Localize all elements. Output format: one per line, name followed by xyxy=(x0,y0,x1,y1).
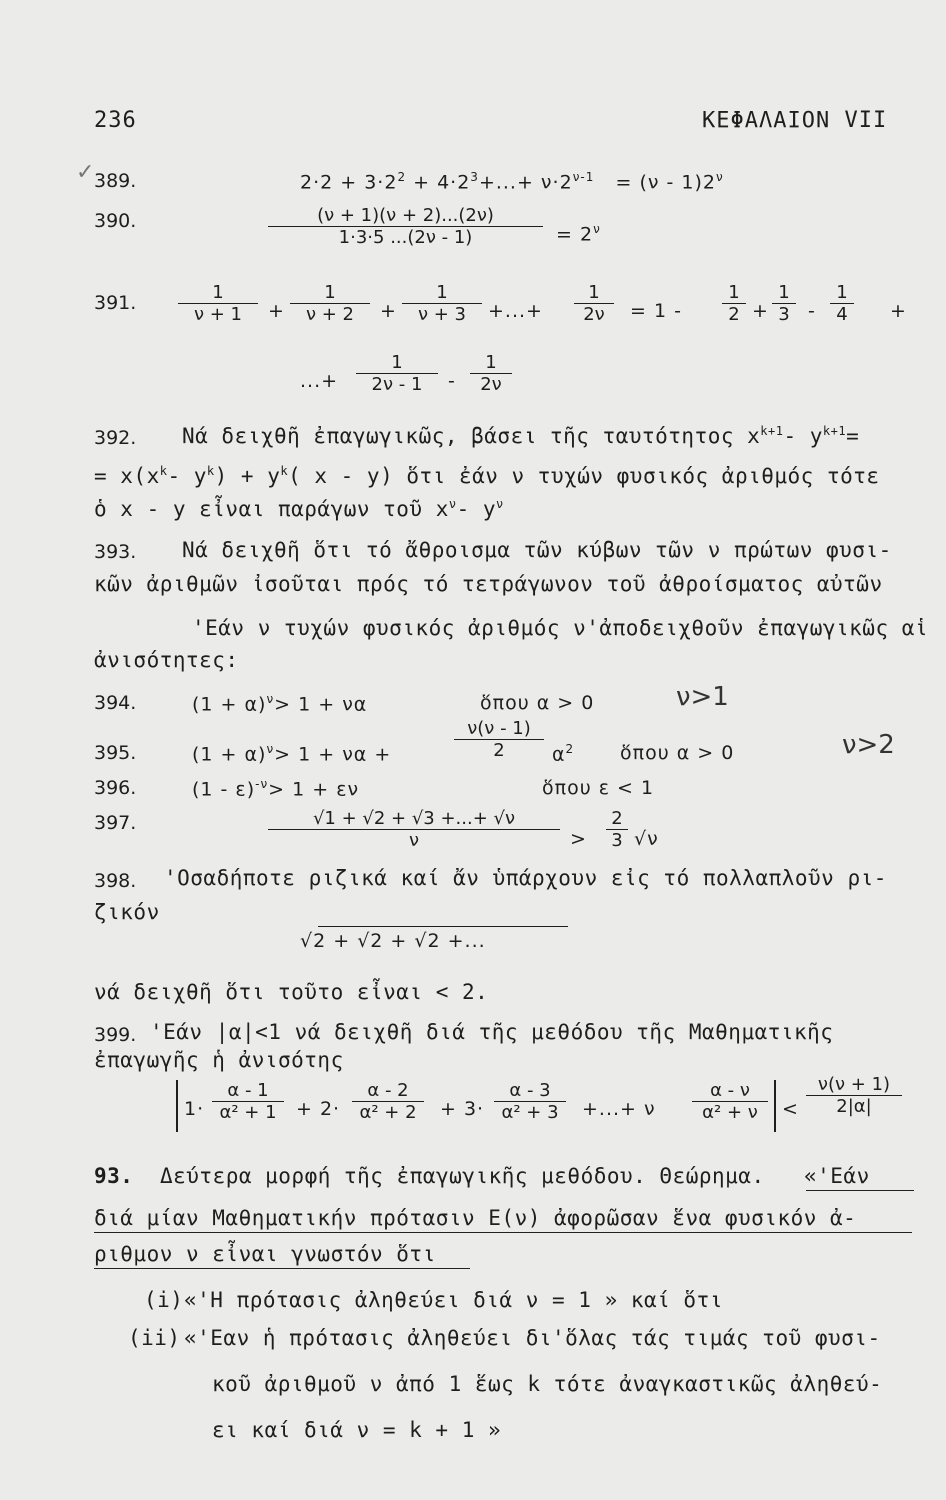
t392-e2: k+1 xyxy=(822,424,847,438)
eq395-alpha-text: α xyxy=(552,743,566,766)
eq391-g2-den: 3 xyxy=(772,303,796,325)
eq391-f3-den: ν + 3 xyxy=(402,303,482,325)
t392-l2b: - y xyxy=(167,464,207,488)
eq399-p1: + 2· xyxy=(296,1098,341,1120)
problem-number-390: 390. xyxy=(94,210,137,232)
eq390-fraction xyxy=(268,205,543,248)
problem-number-392: 392. xyxy=(94,427,137,449)
eq391-f2 xyxy=(290,282,370,325)
eq391-plus4: + xyxy=(890,300,907,322)
eq389-mid: + 4·2 xyxy=(406,171,471,194)
t392-e5: k xyxy=(280,464,289,478)
eq391-f1 xyxy=(178,282,258,325)
eq399-t4-den: α² + ν xyxy=(692,1101,768,1123)
item-ii-label: (ii) xyxy=(128,1326,181,1350)
eq395-cond: ὅπου α > 0 xyxy=(620,742,735,764)
item-i-label: (i) xyxy=(144,1288,184,1312)
eq391-g1 xyxy=(722,282,746,325)
t392-l3b: - y xyxy=(456,497,497,521)
eq394-exp: ν xyxy=(266,692,275,706)
eq391-f4 xyxy=(574,282,614,325)
item-ii-text-3: ει καί διά ν = k + 1 » xyxy=(212,1418,502,1442)
eq399-p2: + 3· xyxy=(440,1098,485,1120)
problem-number-397: 397. xyxy=(94,812,137,834)
eq394-rest: > 1 + να xyxy=(274,693,368,716)
eq399-t1 xyxy=(212,1080,284,1123)
item-ii-text-2: κοῦ ἀριθμοῦ ν ἀπό 1 ἕως k τότε ἀναγκαστικῶς ἀληθεύ- xyxy=(212,1372,883,1396)
t392-end1: = xyxy=(846,424,860,448)
problem-number-398: 398. xyxy=(94,870,137,892)
underline-3 xyxy=(94,1268,470,1269)
eq396 xyxy=(192,777,359,800)
eq389-exp4: ν xyxy=(716,170,724,184)
eq391-g3-den: 4 xyxy=(830,303,854,325)
eq399-rhs-num: ν(ν + 1) xyxy=(817,1074,891,1095)
eq391-f4-den: 2ν xyxy=(574,303,614,325)
eq399-p3: +...+ ν xyxy=(582,1098,656,1120)
eq391-f4-num: 1 xyxy=(588,282,600,303)
nested-radical-bar xyxy=(318,926,568,927)
eq399-t2-den: α² + 2 xyxy=(352,1101,424,1123)
problem-number-395: 395. xyxy=(94,742,137,764)
eq399-rhs-den: 2|α| xyxy=(806,1095,902,1117)
eq391-h1 xyxy=(356,352,438,395)
page-number: 236 xyxy=(94,108,137,133)
check-mark-icon: ✓ xyxy=(76,160,95,185)
eq399-t1-num: α - 1 xyxy=(227,1080,269,1101)
t392-e3: k xyxy=(159,464,168,478)
eq391-g3-num: 1 xyxy=(836,282,848,303)
text-392-line3 xyxy=(94,497,504,521)
eq399-c1: 1· xyxy=(184,1098,205,1120)
eq397-coef-num: 2 xyxy=(611,808,623,829)
eq399-rhs xyxy=(806,1074,902,1117)
item-ii-text-1: «'Εαν ἡ πρότασις ἀληθεύει δι'ὅλας τάς τιμάς τοῦ φυσι- xyxy=(184,1326,881,1350)
eq391-eq: = 1 - xyxy=(630,300,682,322)
intro-line1: 'Εάν ν τυχών φυσικός ἀριθμός ν'ἀποδειχθοῦν ἐπαγωγικῶς αἱ xyxy=(192,616,929,640)
section-93-line2: διά μίαν Μαθηματικήν πρότασιν Ε(ν) ἀφορῶσαν ἕνα φυσικόν ἀ- xyxy=(94,1206,857,1230)
eq394-expr: (1 + α) xyxy=(192,693,267,716)
eq396-rest: > 1 + εν xyxy=(268,778,360,801)
eq396-expr: (1 - ε) xyxy=(192,778,256,801)
t392-l2c: ) + y xyxy=(214,464,281,488)
eq397-fraction xyxy=(268,808,560,851)
eq391-f2-num: 1 xyxy=(324,282,336,303)
eq391-h2 xyxy=(470,352,512,395)
text-399-line1: 'Εάν |α|<1 νά δειχθῆ διά τῆς μεθόδου τῆς Μαθηματικῆς xyxy=(150,1020,834,1044)
eq391-f1-den: ν + 1 xyxy=(178,303,258,325)
eq396-cond: ὅπου ε < 1 xyxy=(542,777,655,799)
problem-number-393: 393. xyxy=(94,541,137,563)
eq391-f2-den: ν + 2 xyxy=(290,303,370,325)
text-398-line1: 'Οσαδήποτε ριζικά καί ἄν ὑπάρχουν εἰς τό πολλαπλοῦν ρι- xyxy=(164,866,887,890)
eq395-expr: (1 + α) xyxy=(192,743,267,766)
eq399-t4-num: α - ν xyxy=(710,1080,750,1101)
eq395-rest: > 1 + να + xyxy=(274,743,392,766)
t392-e6: ν xyxy=(448,497,457,511)
eq391-plus1: + xyxy=(268,300,285,322)
eq390-numerator: (ν + 1)(ν + 2)...(2ν) xyxy=(317,205,494,226)
eq391-f3 xyxy=(402,282,482,325)
eq391-minus2: - xyxy=(448,370,456,392)
eq391-g1-den: 2 xyxy=(722,303,746,325)
text-392-line2 xyxy=(94,464,880,488)
text-393-line2: κῶν ἀριθμῶν ἰσοῦται πρός τό τετράγωνον τοῦ ἀθροίσματος αὐτῶν xyxy=(94,572,883,596)
section-93-title-b: «'Εάν xyxy=(804,1164,870,1188)
eq389-exp1: 2 xyxy=(397,170,407,184)
eq397-numerator: √1 + √2 + √3 +...+ √ν xyxy=(312,808,516,829)
intro-line2: ἀνισότητες: xyxy=(94,648,239,672)
equation-389 xyxy=(300,170,724,193)
eq391-g1-num: 1 xyxy=(728,282,740,303)
eq397-denominator: ν xyxy=(268,829,560,851)
eq397-gt: > xyxy=(570,828,587,850)
eq390-rhs xyxy=(556,222,601,245)
eq399-t4 xyxy=(692,1080,768,1123)
problem-number-396: 396. xyxy=(94,777,137,799)
eq390-rhs-text: = 2 xyxy=(556,223,594,246)
eq397-coef-den: 3 xyxy=(606,829,628,851)
eq395-alpha xyxy=(552,742,574,765)
eq399-t3-num: α - 3 xyxy=(509,1080,551,1101)
handwritten-note-395: ν>2 xyxy=(842,730,895,760)
t392-l3a: ὁ x - y εἶναι παράγων τοῦ x xyxy=(94,497,449,521)
eq391-cont: ...+ xyxy=(300,370,339,392)
text-392-line1 xyxy=(182,424,859,448)
eq397-coef xyxy=(606,808,628,851)
t392-e4: k xyxy=(206,464,215,478)
eq391-h2-den: 2ν xyxy=(470,373,512,395)
t392-l2a: = x(x xyxy=(94,464,160,488)
abs-bar-left xyxy=(176,1080,178,1132)
problem-number-399: 399. xyxy=(94,1024,137,1046)
chapter-title: ΚΕΦΑΛΑΙΟΝ VII xyxy=(702,108,888,133)
eq395-frac-num: ν(ν - 1) xyxy=(467,718,531,739)
underline-1 xyxy=(806,1190,914,1191)
eq396-exp: -ν xyxy=(255,777,269,791)
eq389-exp2: 3 xyxy=(470,170,479,184)
text-398-line3: νά δειχθῆ ὅτι τοῦτο εἶναι < 2. xyxy=(94,980,489,1004)
t392-e7: ν xyxy=(496,497,504,511)
eq399-t2 xyxy=(352,1080,424,1123)
handwritten-note-394: ν>1 xyxy=(676,682,729,712)
problem-number-394: 394. xyxy=(94,692,137,714)
underline-2 xyxy=(94,1232,912,1233)
eq391-h1-den: 2ν - 1 xyxy=(356,373,438,395)
eq391-f3-num: 1 xyxy=(436,282,448,303)
eq399-t2-num: α - 2 xyxy=(367,1080,409,1101)
eq391-dots: +...+ xyxy=(488,300,543,322)
eq394-cond: ὅπου α > 0 xyxy=(480,692,595,714)
eq395-exp: ν xyxy=(266,742,275,756)
t392-mid1: - y xyxy=(783,424,823,448)
eq399-t3-den: α² + 3 xyxy=(494,1101,566,1123)
nested-radical: √2 + √2 + √2 +... xyxy=(300,930,486,952)
eq399-lt: < xyxy=(782,1098,799,1120)
eq391-minus1: - xyxy=(808,300,816,322)
eq391-plus3: + xyxy=(752,300,769,322)
section-number-93: 93. xyxy=(94,1164,134,1188)
eq391-h2-num: 1 xyxy=(485,352,497,373)
eq395-alpha-exp: 2 xyxy=(565,742,575,756)
eq391-g2-num: 1 xyxy=(778,282,790,303)
eq389-lhs: 2·2 + 3·2 xyxy=(300,171,398,194)
item-i-text: «'Η πρότασις ἀληθεύει διά ν = 1 » καί ὅτι xyxy=(184,1288,723,1312)
eq390-exp: ν xyxy=(593,222,601,236)
eq399-t1-den: α² + 1 xyxy=(212,1101,284,1123)
eq397-root: √ν xyxy=(634,828,659,850)
eq391-f1-num: 1 xyxy=(212,282,224,303)
eq394 xyxy=(192,692,367,715)
eq391-plus2: + xyxy=(380,300,397,322)
abs-bar-right xyxy=(774,1080,776,1132)
problem-number-389: 389. xyxy=(94,170,137,192)
section-93-line3: ριθμον ν εἶναι γνωστόν ὅτι xyxy=(94,1242,436,1266)
text-393-line1: Νά δειχθῆ ὅτι τό ἄθροισμα τῶν κύβων τῶν ν πρώτων φυσι- xyxy=(182,538,892,562)
section-93-title: Δεύτερα μορφή τῆς ἐπαγωγικῆς μεθόδου. Θεώρημα. xyxy=(160,1164,765,1188)
eq391-g2 xyxy=(772,282,796,325)
eq391-g3 xyxy=(830,282,854,325)
eq395 xyxy=(192,742,391,765)
eq389-rhs: = (ν - 1)2 xyxy=(615,171,716,194)
problem-number-391: 391. xyxy=(94,292,137,314)
text-398-line2: ζικόν xyxy=(94,900,160,924)
eq395-frac-den: 2 xyxy=(454,739,544,761)
t392-l1: Νά δειχθῆ ἐπαγωγικῶς, βάσει τῆς ταυτότητος x xyxy=(182,424,761,448)
eq389-tail: +...+ ν·2 xyxy=(478,171,573,194)
eq390-denominator: 1·3·5 ...(2ν - 1) xyxy=(268,226,543,248)
text-399-line2: ἐπαγωγῆς ἡ ἀνισότης xyxy=(94,1048,344,1072)
eq399-t3 xyxy=(494,1080,566,1123)
eq395-fraction xyxy=(454,718,544,761)
t392-l2d: ( x - y) ὅτι ἐάν ν τυχών φυσικός ἀριθμός τότε xyxy=(288,464,880,488)
eq391-h1-num: 1 xyxy=(391,352,403,373)
t392-e1: k+1 xyxy=(760,424,784,438)
eq389-exp3: ν-1 xyxy=(572,170,595,184)
